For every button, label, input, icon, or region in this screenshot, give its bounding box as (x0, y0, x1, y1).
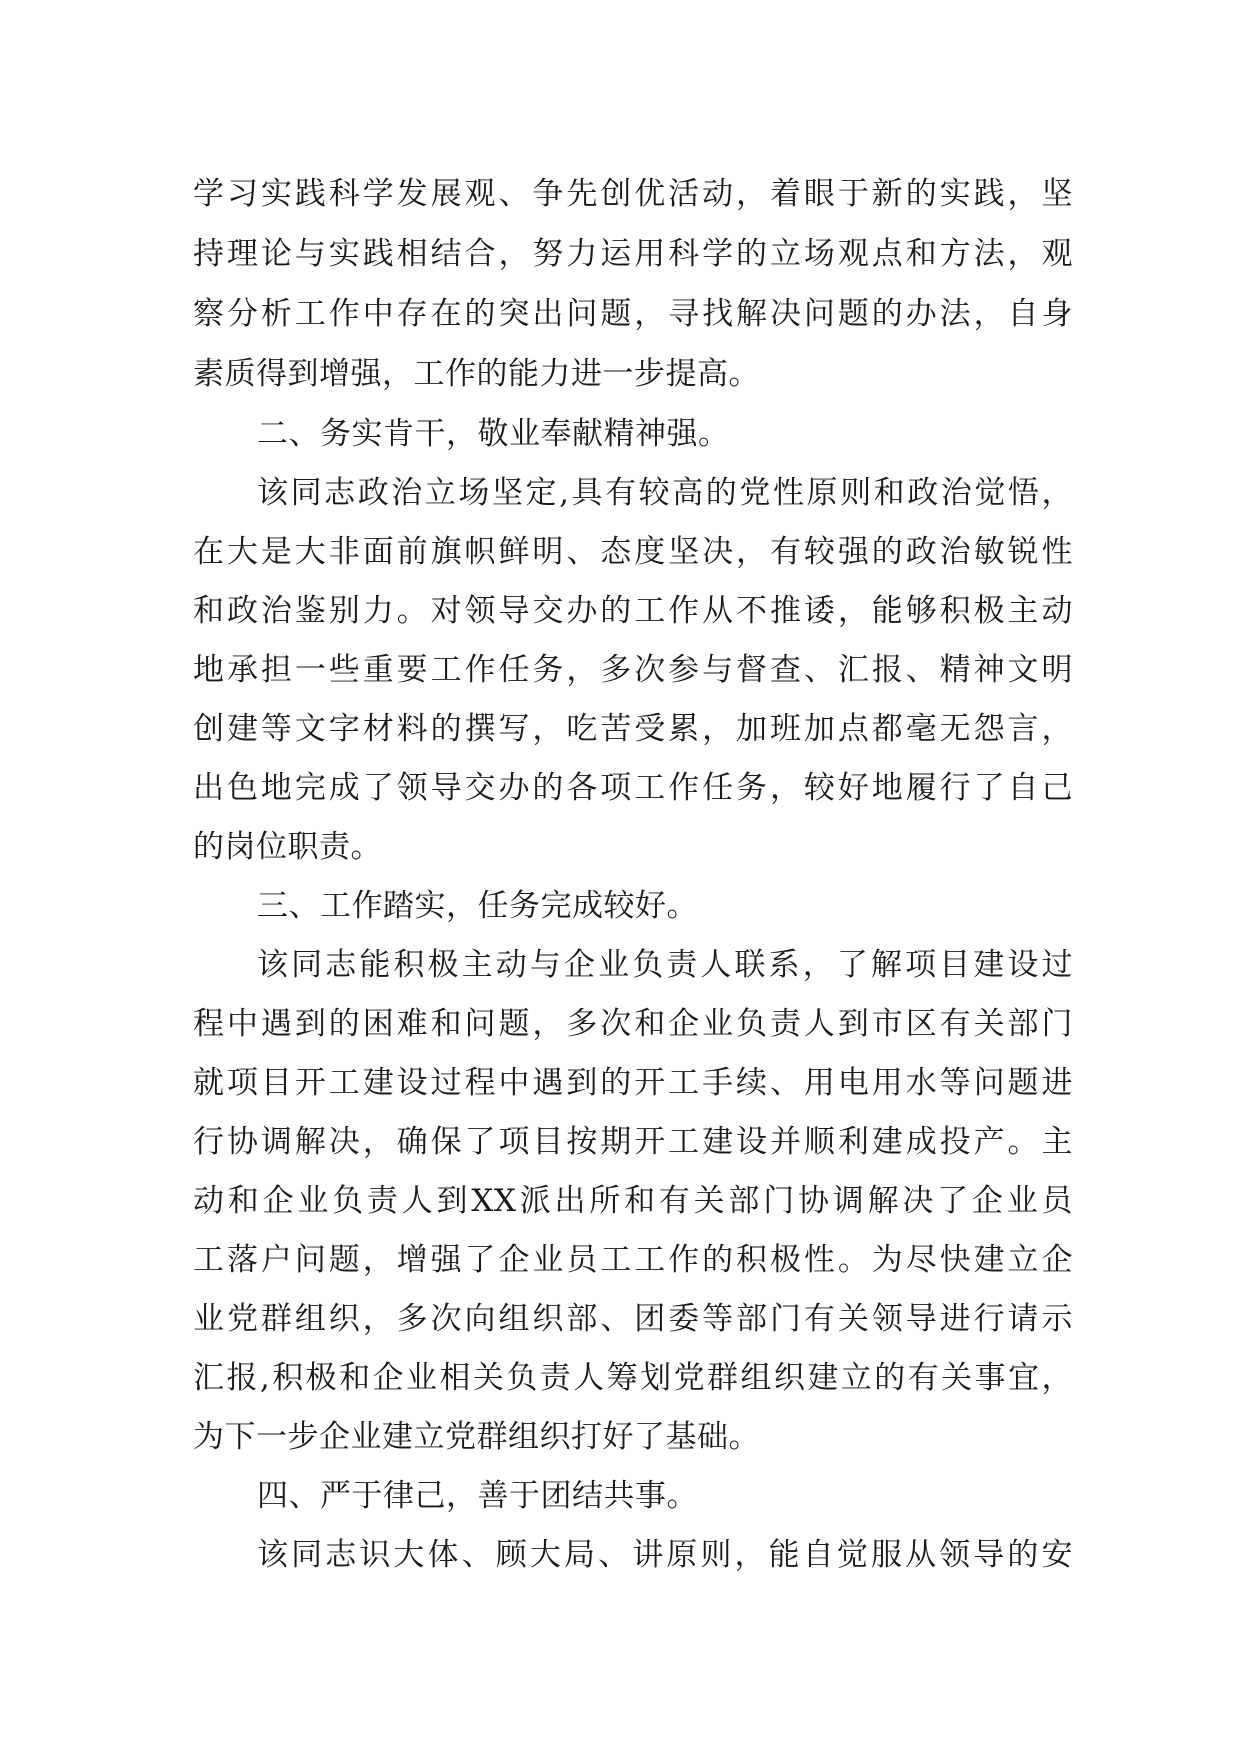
section-heading: 二、务实肯干，敬业奉献精神强。 (257, 416, 730, 452)
text-line: 和政治鉴别力。对领导交办的工作从不推诿，能够积极主动 (193, 593, 1073, 629)
text-line: 程中遇到的困难和问题，多次和企业负责人到市区有关部门 (193, 1006, 1073, 1042)
text-line: 该同志政治立场坚定,具有较高的党性原则和政治觉悟， (257, 475, 1073, 511)
text-line: 工落户问题，增强了企业员工工作的积极性。为尽快建立企 (193, 1242, 1073, 1278)
text-line: 地承担一些重要工作任务，多次参与督查、汇报、精神文明 (193, 652, 1073, 688)
text-line: 就项目开工建设过程中遇到的开工手续、用电用水等问题进 (193, 1065, 1073, 1101)
text-line: 该同志能积极主动与企业负责人联系，了解项目建设过 (257, 947, 1073, 983)
text-line: 的岗位职责。 (193, 829, 382, 865)
text-line: 该同志识大体、顾大局、讲原则，能自觉服从领导的安 (257, 1537, 1073, 1573)
section-heading: 四、严于律己，善于团结共事。 (257, 1478, 698, 1514)
text-line: 为下一步企业建立党群组织打好了基础。 (193, 1419, 760, 1455)
text-line: 动和企业负责人到XX派出所和有关部门协调解决了企业员 (193, 1183, 1073, 1219)
text-line: 业党群组织，多次向组织部、团委等部门有关领导进行请示 (193, 1301, 1073, 1337)
text-line: 行协调解决，确保了项目按期开工建设并顺利建成投产。主 (193, 1124, 1073, 1160)
text-line: 素质得到增强，工作的能力进一步提高。 (193, 356, 760, 392)
text-line: 汇报,积极和企业相关负责人筹划党群组织建立的有关事宜， (193, 1360, 1073, 1396)
text-line: 出色地完成了领导交办的各项工作任务，较好地履行了自己 (193, 770, 1073, 806)
text-line: 学习实践科学发展观、争先创优活动，着眼于新的实践，坚 (193, 176, 1073, 212)
text-line: 在大是大非面前旗帜鲜明、态度坚决，有较强的政治敏锐性 (193, 534, 1073, 570)
text-line: 持理论与实践相结合，努力运用科学的立场观点和方法，观 (193, 236, 1073, 272)
section-heading: 三、工作踏实，任务完成较好。 (257, 888, 698, 924)
text-line: 察分析工作中存在的突出问题，寻找解决问题的办法，自身 (193, 296, 1073, 332)
text-line: 创建等文字材料的撰写，吃苦受累，加班加点都毫无怨言， (193, 711, 1073, 747)
